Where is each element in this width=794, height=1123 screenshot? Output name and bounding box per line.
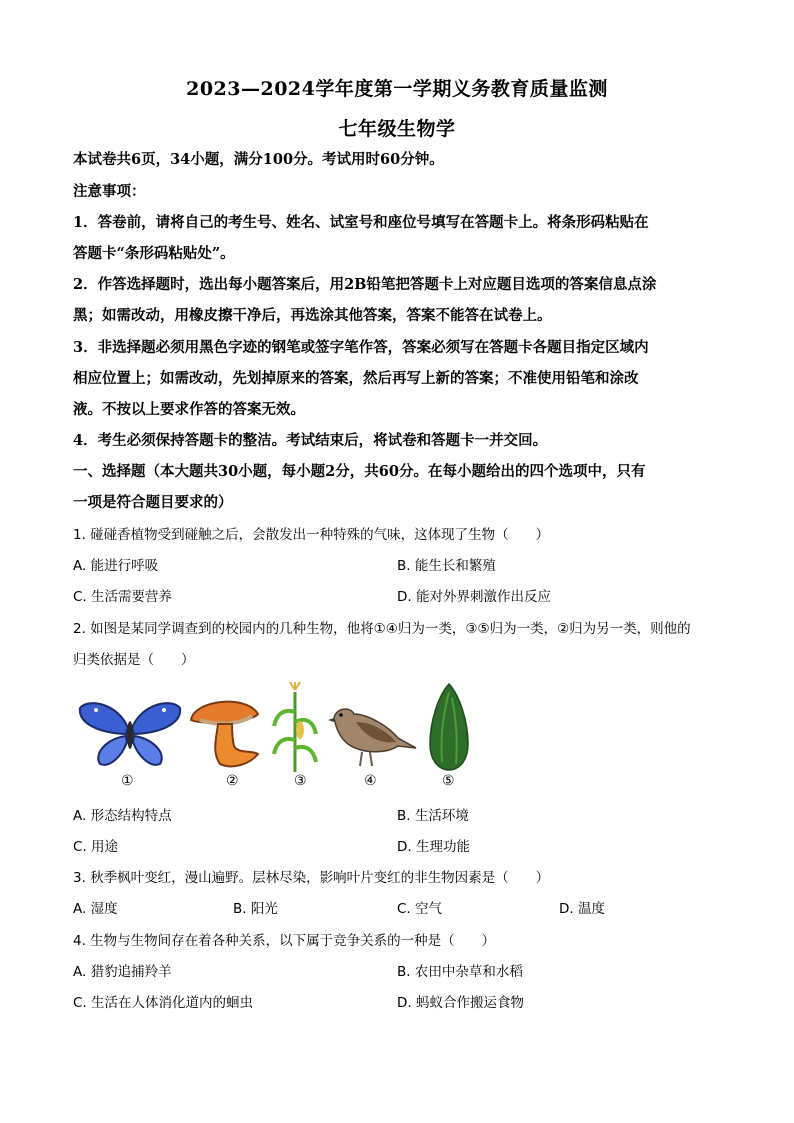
question-2-stem-a: 2. 如图是某同学调查到的校园内的几种生物，他将①④归为一类，③⑤归为一类，②归为另一类，则他的 bbox=[73, 621, 691, 637]
notice-1a: 1．答卷前，请将自己的考生号、姓名、试室号和座位号填写在答题卡上。将条形码粘贴在 bbox=[73, 214, 649, 231]
section-heading-b: 一项是符合题目要求的） bbox=[73, 494, 233, 511]
notice-4: 4．考生必须保持答题卡的整洁。考试结束后，将试卷和答题卡一并交回。 bbox=[73, 432, 548, 449]
question-3-option-d[interactable]: D. 温度 bbox=[559, 901, 605, 917]
notice-title: 注意事项： bbox=[73, 183, 146, 200]
intro-line: 本试卷共6页，34小题，满分100分。考试用时60分钟。 bbox=[73, 151, 444, 168]
question-2-option-c[interactable]: C. 用途 bbox=[73, 839, 119, 855]
figure-label-5: ⑤ bbox=[442, 773, 455, 789]
notice-3b: 相应位置上；如需改动，先划掉原来的答案，然后再写上新的答案；不准使用铅笔和涂改 bbox=[73, 370, 639, 387]
figure-label-2: ② bbox=[226, 773, 239, 789]
corn-plant-image bbox=[272, 682, 318, 774]
question-1-option-c[interactable]: C. 生活需要营养 bbox=[73, 589, 173, 605]
question-3-stem: 3. 秋季枫叶变红，漫山遍野。层林尽染，影响叶片变红的非生物因素是（ ） bbox=[73, 870, 550, 886]
question-4-option-c[interactable]: C. 生活在人体消化道内的蛔虫 bbox=[73, 995, 254, 1011]
question-1-stem: 1. 碰碰香植物受到碰触之后，会散发出一种特殊的气味，这体现了生物（ ） bbox=[73, 527, 550, 543]
question-1-option-d[interactable]: D. 能对外界刺激作出反应 bbox=[397, 589, 551, 605]
notice-2a: 2．作答选择题时，选出每小题答案后，用2B铅笔把答题卡上对应题目选项的答案信息点涂 bbox=[73, 276, 657, 293]
notice-2b: 黑；如需改动，用橡皮擦干净后，再选涂其他答案，答案不能答在试卷上。 bbox=[73, 307, 552, 324]
question-3-option-a[interactable]: A. 湿度 bbox=[73, 901, 118, 917]
question-2-option-a[interactable]: A. 形态结构特点 bbox=[73, 808, 172, 824]
figure-label-3: ③ bbox=[294, 773, 307, 789]
page-title: 2023—2024学年度第一学期义务教育质量监测 bbox=[186, 78, 608, 100]
mushroom-image bbox=[186, 692, 266, 772]
question-4-stem: 4. 生物与生物间存在着各种关系，以下属于竞争关系的一种是（ ） bbox=[73, 933, 496, 949]
notice-3a: 3．非选择题必须用黑色字迹的钢笔或签字笔作答，答案必须写在答题卡各题目指定区域内 bbox=[73, 339, 649, 356]
question-1-option-b[interactable]: B. 能生长和繁殖 bbox=[397, 558, 496, 574]
organisms-figure bbox=[78, 680, 498, 800]
tree-image bbox=[424, 682, 474, 774]
notice-3c: 液。不按以上要求作答的答案无效。 bbox=[73, 401, 305, 418]
question-2-option-d[interactable]: D. 生理功能 bbox=[397, 839, 470, 855]
figure-label-4: ④ bbox=[364, 773, 377, 789]
butterfly-image bbox=[78, 698, 182, 768]
figure-label-1: ① bbox=[121, 773, 134, 789]
question-4-option-b[interactable]: B. 农田中杂草和水稻 bbox=[397, 964, 523, 980]
question-1-option-a[interactable]: A. 能进行呼吸 bbox=[73, 558, 159, 574]
question-2-option-b[interactable]: B. 生活环境 bbox=[397, 808, 469, 824]
question-4-option-a[interactable]: A. 猎豹追捕羚羊 bbox=[73, 964, 172, 980]
question-2-stem-b: 归类依据是（ ） bbox=[73, 652, 195, 668]
question-4-option-d[interactable]: D. 蚂蚁合作搬运食物 bbox=[397, 995, 524, 1011]
notice-1b: 答题卡“条形码粘贴处”。 bbox=[73, 245, 235, 262]
section-heading-a: 一、选择题（本大题共30小题，每小题2分，共60分。在每小题给出的四个选项中，只有 bbox=[73, 463, 646, 480]
question-3-option-c[interactable]: C. 空气 bbox=[397, 901, 443, 917]
question-3-option-b[interactable]: B. 阳光 bbox=[233, 901, 278, 917]
page-subtitle: 七年级生物学 bbox=[338, 118, 456, 140]
sparrow-image bbox=[326, 700, 418, 770]
